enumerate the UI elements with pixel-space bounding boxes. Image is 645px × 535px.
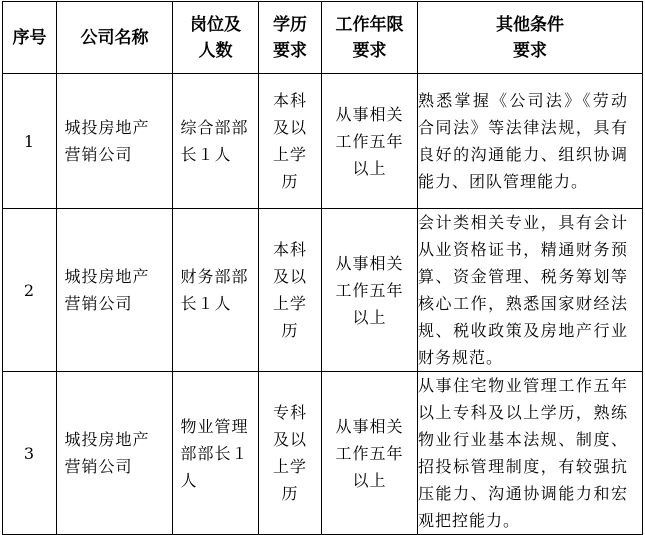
header-position: 岗位及 人数 — [173, 2, 259, 74]
header-company: 公司名称 — [57, 2, 173, 74]
cell-index: 2 — [3, 209, 57, 372]
header-row — [3, 2, 643, 74]
header-index: 序号 — [3, 2, 57, 74]
cell-education: 本科及以上学历 — [259, 74, 322, 209]
cell-company: 城投房地产营销公司 — [57, 372, 173, 535]
table-row — [3, 372, 643, 535]
table-row — [3, 209, 643, 372]
cell-education: 专科及以上学历 — [259, 372, 322, 535]
cell-other: 熟悉掌握《公司法》《劳动合同法》等法律法规，具有良好的沟通能力、组织协调能力、团队管理能力。 — [418, 74, 643, 209]
cell-other: 会计类相关专业，具有会计从业资格证书，精通财务预算、资金管理、税务筹划等核心工作，熟悉国家财经法规、税收政策及房地产行业财务规范。 — [418, 209, 643, 372]
cell-index: 3 — [3, 372, 57, 535]
cell-experience: 从事相关工作五年以上 — [322, 74, 418, 209]
cell-experience: 从事相关工作五年以上 — [322, 372, 418, 535]
cell-position: 综合部部长１人 — [173, 74, 259, 209]
header-other: 其他条件 要求 — [418, 2, 643, 74]
cell-position: 物业管理部部长１人 — [173, 372, 259, 535]
header-education: 学历 要求 — [259, 2, 322, 74]
cell-index: 1 — [3, 74, 57, 209]
cell-other: 从事住宅物业管理工作五年以上专科及以上学历，熟练物业行业基本法规、制度、招投标管理制度，有较强抗压能力、沟通协调能力和宏观把控能力。 — [418, 372, 643, 535]
cell-position: 财务部部长１人 — [173, 209, 259, 372]
cell-education: 本科及以上学历 — [259, 209, 322, 372]
cell-company: 城投房地产营销公司 — [57, 74, 173, 209]
header-experience: 工作年限 要求 — [322, 2, 418, 74]
cell-company: 城投房地产营销公司 — [57, 209, 173, 372]
table-row — [3, 74, 643, 209]
recruitment-table — [2, 1, 643, 535]
cell-experience: 从事相关工作五年以上 — [322, 209, 418, 372]
